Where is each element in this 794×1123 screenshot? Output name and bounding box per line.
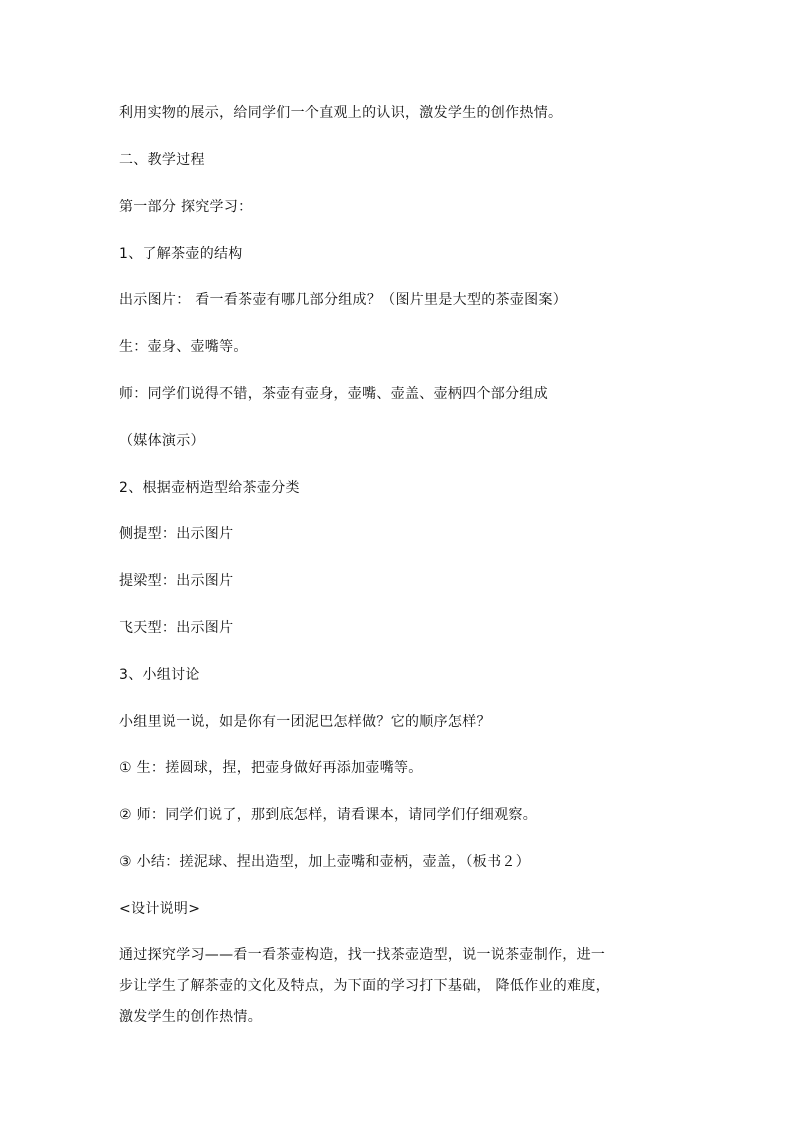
step-heading-group-discussion: 3、小组讨论 bbox=[119, 667, 200, 683]
text-line-intro: 利用实物的展示，给同学们一个直观上的认识，激发学生的创作热情。 bbox=[119, 105, 563, 121]
part-heading-explore: 第一部分 探究学习： bbox=[119, 199, 253, 215]
text-line-show-picture: 出示图片： 看一看茶壶有哪几部分组成？（图片里是大型的茶壶图案） bbox=[119, 292, 568, 308]
section-heading-teaching-process: 二、教学过程 bbox=[119, 152, 205, 168]
list-item-teacher: ② 师：同学们说了，那到底怎样，请看课本，请同学们仔细观察。 bbox=[119, 807, 537, 823]
closing-paragraph bbox=[119, 940, 679, 1033]
list-item-summary: ③ 小结：搓泥球、捏出造型，加上壶嘴和壶柄，壶盖，（板书２） bbox=[119, 854, 530, 870]
list-item-student: ① 生：搓圆球，捏，把壶身做好再添加壶嘴等。 bbox=[119, 760, 423, 776]
text-line-group-question: 小组里说一说，如是你有一团泥巴怎样做？它的顺序怎样？ bbox=[119, 714, 491, 730]
step-heading-classify: 2、根据壶柄造型给茶壶分类 bbox=[119, 480, 300, 496]
text-line-side-handle: 侧提型：出示图片 bbox=[119, 526, 234, 542]
text-line-student-answer: 生：壶身、壶嘴等。 bbox=[119, 339, 248, 355]
closing-paragraph-line: 步让学生了解茶壶的文化及特点，为下面的学习打下基础， 降低作业的难度， bbox=[119, 978, 610, 994]
text-line-teacher-summary: 师：同学们说得不错，茶壶有壶身，壶嘴、壶盖、壶柄四个部分组成 bbox=[119, 386, 548, 402]
step-heading-structure: 1、了解茶壶的结构 bbox=[119, 246, 243, 262]
closing-paragraph-line: 通过探究学习——看一看茶壶构造，找一找茶壶造型，说一说茶壶制作，进一 bbox=[119, 947, 606, 963]
closing-paragraph-line: 激发学生的创作热情。 bbox=[119, 1009, 262, 1025]
text-line-loop-handle: 提梁型：出示图片 bbox=[119, 573, 234, 589]
design-note-heading: <设计说明> bbox=[119, 901, 201, 917]
text-line-media-demo: （媒体演示） bbox=[119, 433, 205, 449]
text-line-flying-handle: 飞天型：出示图片 bbox=[119, 620, 234, 636]
